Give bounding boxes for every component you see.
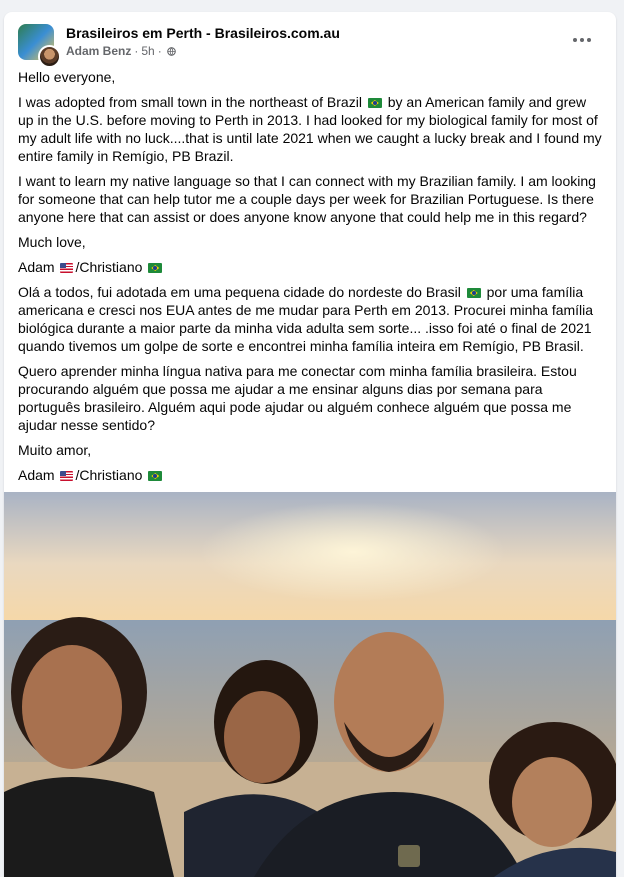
post-photo[interactable] [4, 492, 616, 877]
more-options-icon-dot [587, 38, 591, 42]
paragraph-story [18, 93, 604, 165]
signature-alias: /Christiano [75, 259, 147, 275]
more-options-icon [573, 38, 577, 42]
paragraph-signature-pt [18, 466, 604, 484]
globe-icon [167, 47, 176, 56]
paragraph-greeting: Hello everyone, [18, 69, 116, 85]
meta-separator: · [134, 44, 139, 58]
flag-brazil-icon [148, 263, 162, 273]
paragraph-story-pt-end: por uma família americana e cresci nos EUA antes de me mudar para Perth em 2013. Procurei minha família biológica durante a maior parte da minha vida adulta sem sorte... .isso foi até o final de 2021 quando tivemos um golpe de sorte e encontrei minha família inteira em Remígio, PB Brasil. [18, 284, 594, 354]
paragraph-request-pt: Quero aprender minha língua nativa para me conectar com minha família brasileira. Estou procurando alguém que possa me ajudar a me ensinar alguns dias por semana para português brasileiro. Alguém aqui pode ajudar ou alguém conhece alguém que possa me ajudar nesse sentido? [18, 363, 577, 433]
post-text [18, 68, 604, 491]
person-girl1-face [224, 691, 300, 783]
post-time-link[interactable]: 5h [141, 44, 155, 58]
signature-name: Adam [18, 259, 59, 275]
paragraph-closing-pt: Muito amor, [18, 442, 92, 458]
signature-name-pt: Adam [18, 467, 59, 483]
paragraph-story-pt [18, 283, 604, 355]
person-man-shirt-logo [398, 845, 420, 867]
more-options-icon-dot [580, 38, 584, 42]
post-card [4, 12, 616, 877]
paragraph-story-pt-start: Olá a todos, fui adotada em uma pequena cidade do nordeste do Brasil [18, 284, 465, 300]
flag-us-icon [60, 471, 73, 481]
author-avatar[interactable] [38, 45, 61, 68]
meta-separator-2: · [157, 44, 162, 58]
signature-alias-pt: /Christiano [75, 467, 147, 483]
flag-us-icon [60, 263, 73, 273]
group-name-link[interactable]: Brasileiros em Perth - Brasileiros.com.au [66, 25, 340, 41]
more-options-button[interactable] [568, 30, 596, 50]
post-header [18, 24, 604, 66]
paragraph-story-end: by an American family and grew up in the U.S. before moving to Perth in 2013. I had looked for my biological family for most of my adult life with no luck....that is until late 2021 when we caught a lucky break and I found my entire family in Remígio, PB Brazil. [18, 94, 602, 164]
paragraph-story-start: I was adopted from small town in the northeast of Brazil [18, 94, 366, 110]
flag-brazil-icon [368, 98, 382, 108]
person-man-head [334, 632, 444, 772]
author-name-link[interactable]: Adam Benz [66, 44, 132, 58]
person-woman-face [22, 645, 122, 769]
post-meta [66, 44, 176, 58]
flag-brazil-icon [467, 288, 481, 298]
paragraph-signature [18, 258, 604, 276]
person-woman-body [4, 777, 174, 877]
paragraph-closing: Much love, [18, 234, 86, 250]
flag-brazil-icon [148, 471, 162, 481]
person-girl2-face [512, 757, 592, 847]
paragraph-request: I want to learn my native language so that I can connect with my Brazilian family. I am looking for someone that can help tutor me a couple days per week for Brazilian Portuguese. Is there anyone here that can assist or does anyone know anyone that could help me in this regard? [18, 173, 596, 225]
